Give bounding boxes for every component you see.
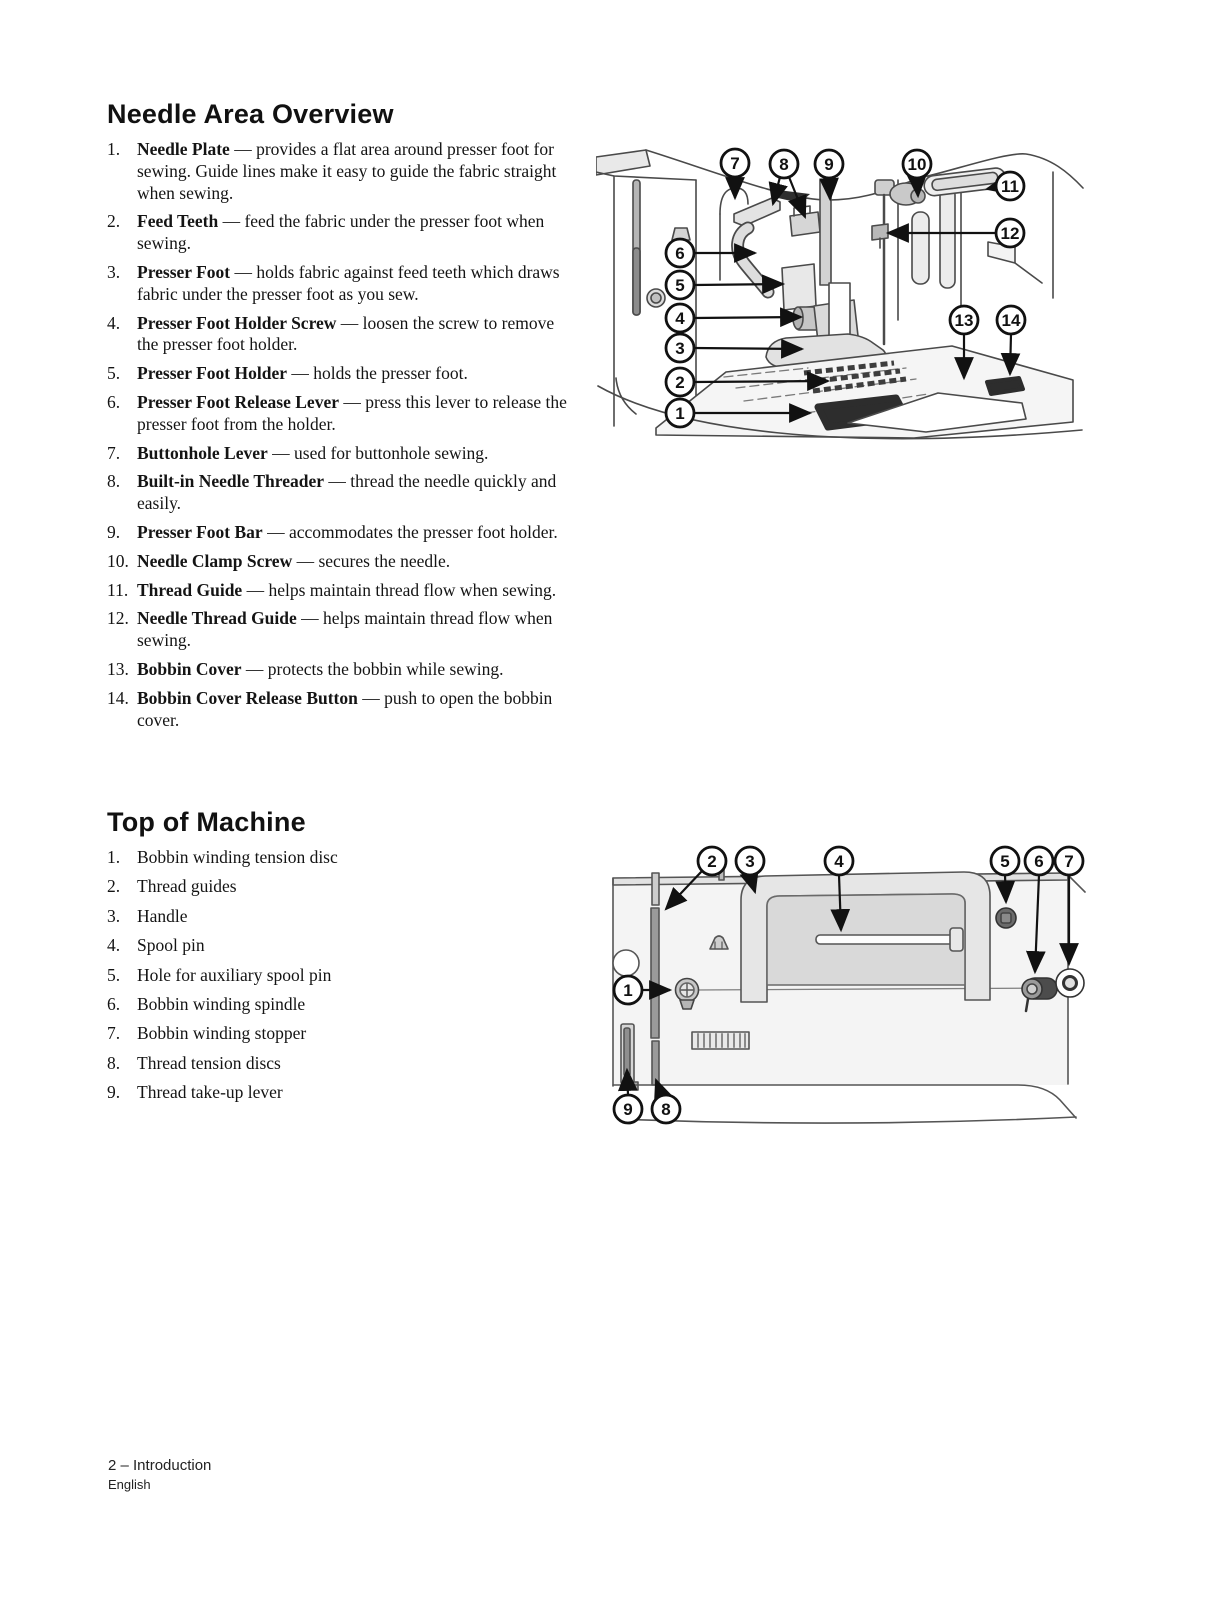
svg-text:13: 13 [954, 311, 974, 330]
callout-13 [950, 306, 978, 334]
spool-pin-hole-circle [613, 950, 639, 976]
list-item: 3. Handle [107, 905, 188, 926]
list-item: 9. Presser Foot Bar — accommodates the presser foot holder. [107, 521, 558, 542]
svg-text:10: 10 [907, 155, 927, 174]
list-item: 5. Hole for auxiliary spool pin [107, 964, 332, 985]
list-item: 2. Thread guides [107, 876, 237, 897]
svg-text:5: 5 [1000, 852, 1010, 871]
svg-text:7: 7 [1064, 852, 1074, 871]
callout-6 [1025, 847, 1053, 875]
thread-guide-strip [652, 873, 659, 905]
callout-14 [997, 306, 1025, 334]
top-of-machine-artwork [613, 867, 1085, 1123]
svg-text:3: 3 [745, 852, 755, 871]
list-item: 12. Needle Thread Guide — helps maintain thread flow when sewing. [107, 608, 553, 651]
callout-9 [815, 150, 843, 178]
callout-5 [991, 847, 1019, 875]
callout-7 [1055, 847, 1083, 875]
callout-5 [666, 271, 694, 299]
callout-7 [721, 149, 749, 177]
list-item: 7. Buttonhole Lever — used for buttonhole sewing. [107, 442, 489, 463]
callout-1 [614, 976, 642, 1004]
machine-head-edge [596, 150, 650, 175]
list-item: 14. Bobbin Cover Release Button — push to open the bobbin cover. [107, 687, 553, 730]
callout-8 [770, 150, 798, 178]
list-item: 1. Needle Plate — provides a flat area around presser foot for sewing. Guide lines make it easy to guide the fabric straight when sewing. [107, 139, 557, 203]
front-edge [613, 1085, 1076, 1118]
section-needle-area [107, 98, 579, 738]
callout-8 [652, 1095, 680, 1123]
svg-text:1: 1 [623, 981, 633, 1000]
svg-text:9: 9 [623, 1100, 633, 1119]
callout-6 [666, 239, 694, 267]
list-item: 3. Presser Foot — holds fabric against feed teeth which draws fabric under the presser foot as you sew. [107, 261, 560, 304]
front-lower-edge [618, 1117, 1076, 1123]
callout-3 [736, 847, 764, 875]
footer-page-number: 2 – Introduction [108, 1457, 212, 1474]
list-item: 6. Presser Foot Release Lever — press this lever to release the presser foot from the holder. [107, 391, 567, 434]
footer-language: English [108, 1477, 151, 1492]
bobbin-cover-release-button-shape [987, 378, 1023, 394]
callout-2 [698, 847, 726, 875]
list-item: 4. Presser Foot Holder Screw — loosen the screw to remove the presser foot holder. [107, 312, 555, 355]
callout-1 [666, 399, 694, 427]
list-item: 2. Feed Teeth — feed the fabric under the presser foot when sewing. [107, 211, 545, 254]
svg-text:2: 2 [707, 852, 717, 871]
top-of-machine-list [107, 847, 579, 1104]
svg-text:2: 2 [675, 373, 685, 392]
list-item: 4. Spool pin [107, 935, 205, 956]
list-item: 9. Thread take-up lever [107, 1082, 283, 1103]
svg-text:4: 4 [675, 309, 685, 328]
callout-9 [614, 1095, 642, 1123]
svg-text:9: 9 [824, 155, 834, 174]
svg-text:6: 6 [675, 244, 685, 263]
foot-holder-shape [782, 264, 816, 310]
callout-4 [825, 847, 853, 875]
svg-text:4: 4 [834, 852, 844, 871]
list-item: 5. Presser Foot Holder — holds the presser foot. [107, 363, 468, 384]
svg-text:6: 6 [1034, 852, 1044, 871]
list-item: 8. Thread tension discs [107, 1052, 281, 1073]
list-item: 1. Bobbin winding tension disc [107, 847, 338, 867]
callout-12 [996, 219, 1024, 247]
svg-text:3: 3 [675, 339, 685, 358]
svg-text:11: 11 [1001, 177, 1019, 196]
list-item: 7. Bobbin winding stopper [107, 1023, 307, 1044]
svg-text:7: 7 [730, 154, 740, 173]
spool-pin-shape [816, 935, 956, 944]
needle-area-diagram [596, 130, 1084, 455]
section-top-of-machine [107, 806, 579, 1112]
list-item: 13. Bobbin Cover — protects the bobbin while sewing. [107, 658, 504, 679]
svg-text:8: 8 [661, 1100, 671, 1119]
list-item: 8. Built-in Needle Threader — thread the needle quickly and easily. [107, 471, 557, 514]
thread-guide-paddle [923, 167, 1007, 197]
page-footer [108, 1456, 211, 1493]
callout-3 [666, 334, 694, 362]
list-item: 6. Bobbin winding spindle [107, 993, 306, 1014]
callout-11 [996, 172, 1024, 200]
svg-text:12: 12 [1000, 224, 1020, 243]
section-heading: Top of Machine [107, 807, 306, 837]
callout-4 [666, 304, 694, 332]
svg-text:5: 5 [675, 276, 685, 295]
svg-text:8: 8 [779, 155, 789, 174]
svg-text:14: 14 [1001, 311, 1021, 330]
section-heading: Needle Area Overview [107, 99, 394, 129]
needle-area-list [107, 139, 579, 731]
callout-10 [903, 150, 931, 178]
callout-2 [666, 368, 694, 396]
list-item: 11. Thread Guide — helps maintain thread flow when sewing. [107, 579, 557, 600]
list-item: 10. Needle Clamp Screw — secures the needle. [107, 550, 451, 571]
top-of-machine-diagram [598, 828, 1086, 1145]
svg-text:1: 1 [675, 404, 685, 423]
